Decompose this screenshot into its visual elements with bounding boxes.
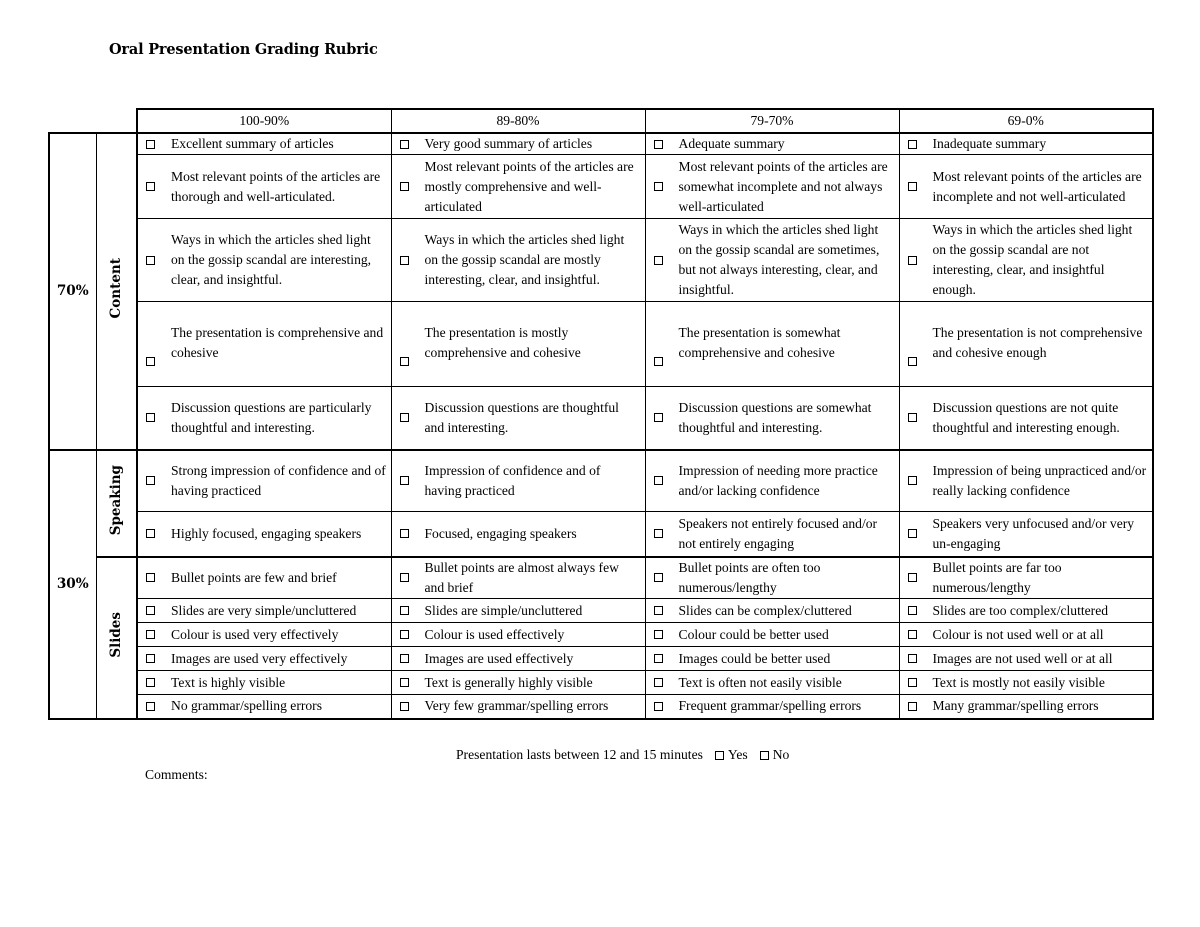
rubric-cell [899,647,1153,671]
rubric-cell [899,155,1153,219]
rubric-cell [137,155,391,219]
criterion-checkbox[interactable] [400,476,409,485]
rubric-row [49,155,1153,219]
criterion-checkbox[interactable] [146,654,155,663]
criterion-checkbox[interactable] [908,654,917,663]
rubric-cell [899,599,1153,623]
yes-checkbox[interactable] [715,751,724,760]
rubric-cell [899,557,1153,599]
rubric-cell [391,155,645,219]
section-label: Content [108,258,125,319]
criterion-text: Highly focused, engaging speakers [171,525,362,541]
criterion-text: Bullet points are far too numerous/lengthy [932,559,1062,595]
criterion-text: Frequent grammar/spelling errors [678,698,862,714]
criterion-text: Colour is not used well or at all [932,626,1104,642]
criterion-text: Speakers not entirely focused and/or not entirely engaging [678,515,878,551]
rubric-cell [137,671,391,695]
weight-percent: 30% [49,450,96,719]
yes-label: Yes [727,747,748,762]
criterion-checkbox[interactable] [908,476,917,485]
rubric-cell [137,557,391,599]
rubric-cell [899,512,1153,557]
criterion-checkbox[interactable] [146,357,155,366]
rubric-row [49,647,1153,671]
criterion-checkbox[interactable] [908,182,917,191]
criterion-text: No grammar/spelling errors [171,698,322,714]
criterion-text: Images are used effectively [424,650,574,666]
criterion-checkbox[interactable] [146,529,155,538]
rubric-table [48,108,1154,720]
criterion-checkbox[interactable] [654,256,663,265]
criterion-text: Slides can be complex/cluttered [678,602,852,618]
rubric-cell [137,512,391,557]
rubric-cell [391,133,645,155]
rubric-cell [391,599,645,623]
criterion-text: Colour could be better used [678,626,829,642]
rubric-cell [391,512,645,557]
criterion-checkbox[interactable] [146,630,155,639]
duration-text: Presentation lasts between 12 and 15 minutes [456,747,703,762]
criterion-checkbox[interactable] [146,413,155,422]
rubric-cell [391,695,645,719]
rubric-cell [645,512,899,557]
criterion-text: Images could be better used [678,650,831,666]
criterion-checkbox[interactable] [400,182,409,191]
weight-percent: 70% [49,133,96,450]
criterion-text: Strong impression of confidence and of having practiced [171,462,386,498]
criterion-text: Bullet points are often too numerous/lengthy [678,559,821,595]
criterion-text: Slides are simple/uncluttered [424,602,583,618]
criterion-text: Text is often not easily visible [678,674,842,690]
section-label-cell [96,450,137,557]
rubric-cell [391,647,645,671]
criterion-checkbox[interactable] [654,630,663,639]
rubric-cell [645,599,899,623]
rubric-cell [391,671,645,695]
section-label-cell [96,133,137,450]
duration-line [456,747,789,763]
criterion-checkbox[interactable] [146,678,155,687]
criterion-checkbox[interactable] [400,702,409,711]
criterion-checkbox[interactable] [654,140,663,149]
rubric-row [49,133,1153,155]
rubric-cell [899,450,1153,512]
rubric-cell [645,695,899,719]
criterion-text: The presentation is somewhat comprehensive and cohesive [678,324,841,360]
rubric-cell [137,599,391,623]
rubric-cell [899,387,1153,450]
criterion-checkbox[interactable] [146,476,155,485]
criterion-checkbox[interactable] [908,702,917,711]
criterion-checkbox[interactable] [908,140,917,149]
rubric-cell [645,647,899,671]
criterion-text: Text is highly visible [171,674,286,690]
criterion-checkbox[interactable] [654,606,663,615]
criterion-checkbox[interactable] [146,573,155,582]
criterion-text: Excellent summary of articles [171,136,334,151]
rubric-cell [137,695,391,719]
criterion-checkbox[interactable] [400,529,409,538]
rubric-row [49,387,1153,450]
criterion-text: Bullet points are almost always few and brief [424,559,619,595]
criterion-text: Slides are too complex/cluttered [932,602,1109,618]
section-label-cell [96,557,137,719]
criterion-text: Ways in which the articles shed light on the gossip scandal are sometimes, but not always interesting, clear, and insightful. [678,222,880,297]
section-label: Slides [108,611,125,658]
criterion-checkbox[interactable] [654,573,663,582]
rubric-cell [645,557,899,599]
rubric-cell [645,133,899,155]
rubric-cell [137,302,391,387]
rubric-cell [137,450,391,512]
rubric-cell [899,623,1153,647]
comments-label: Comments: [145,767,208,782]
criterion-checkbox[interactable] [908,630,917,639]
criterion-checkbox[interactable] [654,476,663,485]
criterion-checkbox[interactable] [146,606,155,615]
criterion-checkbox[interactable] [400,606,409,615]
header-cell: 79-70% [645,109,899,133]
criterion-checkbox[interactable] [400,140,409,149]
rubric-cell [645,623,899,647]
criterion-checkbox[interactable] [654,529,663,538]
rubric-cell [137,387,391,450]
criterion-text: Ways in which the articles shed light on the gossip scandal are mostly interesting, clear, and insightful. [424,232,625,287]
criterion-checkbox[interactable] [146,140,155,149]
criterion-text: Many grammar/spelling errors [932,698,1099,714]
criterion-checkbox[interactable] [400,256,409,265]
criterion-text: Inadequate summary [932,136,1047,151]
criterion-text: Most relevant points of the articles are incomplete and not well-articulated [932,168,1142,204]
criterion-text: Focused, engaging speakers [424,525,577,541]
criterion-checkbox[interactable] [146,256,155,265]
criterion-text: Very good summary of articles [424,136,593,151]
rubric-row [49,219,1153,302]
criterion-text: Images are not used well or at all [932,650,1113,666]
criterion-checkbox[interactable] [654,182,663,191]
rubric-cell [137,647,391,671]
page-title: Oral Presentation Grading Rubric [109,41,378,58]
rubric-cell [899,695,1153,719]
criterion-checkbox[interactable] [654,413,663,422]
rubric-cell [645,671,899,695]
rubric-cell [137,623,391,647]
criterion-text: Colour is used effectively [424,626,565,642]
criterion-checkbox[interactable] [654,702,663,711]
criterion-text: Speakers very unfocused and/or very un-engaging [932,515,1135,551]
rubric-cell [391,387,645,450]
criterion-text: Ways in which the articles shed light on the gossip scandal are interesting, clear, and insightful. [171,232,372,287]
rubric-row [49,623,1153,647]
rubric-cell [899,133,1153,155]
rubric-row [49,450,1153,512]
rubric-row [49,695,1153,719]
rubric-cell [645,219,899,302]
criterion-text: Impression of being unpracticed and/or really lacking confidence [932,462,1147,498]
criterion-checkbox[interactable] [400,573,409,582]
criterion-text: Most relevant points of the articles are mostly comprehensive and well-articulated [424,158,634,214]
rubric-cell [391,219,645,302]
criterion-text: Ways in which the articles shed light on the gossip scandal are not interesting, clear, and insightful enough. [932,222,1133,297]
criterion-text: Discussion questions are particularly thoughtful and interesting. [171,399,372,435]
criterion-text: Bullet points are few and brief [171,569,337,585]
criterion-text: The presentation is mostly comprehensive and cohesive [424,324,581,360]
criterion-text: The presentation is comprehensive and cohesive [171,324,384,360]
no-label: No [772,747,790,762]
rubric-cell [645,155,899,219]
criterion-checkbox[interactable] [908,573,917,582]
rubric-cell [899,219,1153,302]
criterion-checkbox[interactable] [908,678,917,687]
no-checkbox[interactable] [760,751,769,760]
criterion-checkbox[interactable] [400,413,409,422]
criterion-checkbox[interactable] [400,654,409,663]
rubric-row [49,671,1153,695]
rubric-cell [899,302,1153,387]
criterion-text: The presentation is not comprehensive and cohesive enough [932,324,1143,360]
rubric-row [49,512,1153,557]
criterion-checkbox[interactable] [654,678,663,687]
criterion-checkbox[interactable] [400,678,409,687]
rubric-cell [137,219,391,302]
criterion-checkbox[interactable] [146,182,155,191]
criterion-text: Discussion questions are not quite thoughtful and interesting enough. [932,399,1120,435]
header-row [49,109,1153,133]
header-cell: 100-90% [137,109,391,133]
rubric-cell [391,623,645,647]
rubric-row [49,557,1153,599]
rubric-cell [645,450,899,512]
criterion-text: Very few grammar/spelling errors [424,698,609,714]
criterion-text: Impression of needing more practice and/or lacking confidence [678,462,878,498]
rubric-cell [899,671,1153,695]
rubric-cell [137,133,391,155]
criterion-text: Impression of confidence and of having practiced [424,462,601,498]
criterion-text: Discussion questions are somewhat thoughtful and interesting. [678,399,872,435]
criterion-text: Colour is used very effectively [171,626,339,642]
rubric-cell [645,387,899,450]
criterion-checkbox[interactable] [908,256,917,265]
criterion-checkbox[interactable] [908,357,917,366]
rubric-row [49,599,1153,623]
criterion-text: Text is generally highly visible [424,674,593,690]
criterion-checkbox[interactable] [400,357,409,366]
rubric-cell [391,450,645,512]
header-cell: 89-80% [391,109,645,133]
rubric-cell [391,302,645,387]
criterion-checkbox[interactable] [146,702,155,711]
rubric-cell [391,557,645,599]
rubric-row [49,302,1153,387]
criterion-checkbox[interactable] [908,606,917,615]
criterion-text: Images are used very effectively [171,650,348,666]
criterion-checkbox[interactable] [654,357,663,366]
criterion-checkbox[interactable] [908,529,917,538]
criterion-text: Most relevant points of the articles are thorough and well-articulated. [171,168,381,204]
criterion-checkbox[interactable] [400,630,409,639]
criterion-text: Adequate summary [678,136,785,151]
header-cell: 69-0% [899,109,1153,133]
criterion-text: Slides are very simple/uncluttered [171,602,357,618]
criterion-checkbox[interactable] [908,413,917,422]
rubric-cell [645,302,899,387]
criterion-checkbox[interactable] [654,654,663,663]
section-label: Speaking [108,464,125,536]
criterion-text: Text is mostly not easily visible [932,674,1105,690]
criterion-text: Discussion questions are thoughtful and interesting. [424,399,619,435]
criterion-text: Most relevant points of the articles are somewhat incomplete and not always well-articulated [678,158,888,214]
